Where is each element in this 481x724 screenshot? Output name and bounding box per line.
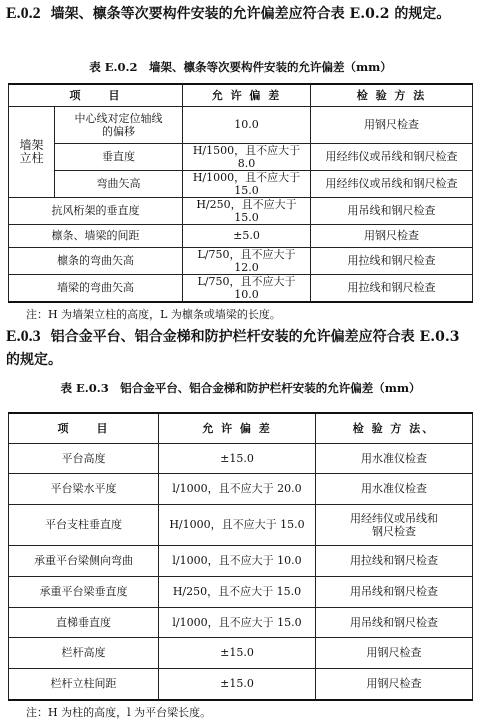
cell-item: 檩条、墙梁的间距 [9,224,183,247]
table-row [9,607,473,637]
table-e03-caption: 表 E.0.3 铝合金平台、铝合金梯和防护栏杆安装的允许偏差（mm） [60,381,421,395]
cell-method: 用钢尺检查 [316,637,473,668]
cell-item: 直梯垂直度 [9,607,159,637]
table-e03-note: 注：H 为柱的高度，l 为平台梁长度。 [26,706,212,719]
table-row [9,170,473,197]
cell-item: 弯曲矢高 [55,170,183,197]
cell-method: 用经纬仪或吊线和钢尺检查 [311,143,473,170]
cell-method: 用经纬仪或吊线和钢尺检查 [311,170,473,197]
section-e02-paragraph [6,2,476,26]
cell-tolerance: l/1000，且不应大于 15.0 [159,607,316,637]
table-e02-header-item: 项 目 [9,84,183,106]
cell-tolerance: 10.0 [183,106,311,143]
cell-method: 用钢尺检查 [311,224,473,247]
table-e02-note: 注：H 为墙架立柱的高度，L 为檩条或墙梁的长度。 [26,308,281,321]
table-e03-header-method: 检 验 方 法、 [316,413,473,443]
cell-tolerance: H/1500，且不应大于 8.0 [183,143,311,170]
cell-item: 栏杆立柱间距 [9,668,159,700]
table-row [9,545,473,576]
cell-item: 抗风桁架的垂直度 [9,197,183,224]
cell-method: 用吊线和钢尺检查 [316,576,473,607]
table-e02-header-tolerance: 允 许 偏 差 [183,84,311,106]
group-label-wall-column: 墙架立柱 [9,106,55,197]
cell-method: 用钢尺检查 [311,106,473,143]
table-e02-header-row [9,84,473,106]
table-e03-header-row [9,413,473,443]
table-row [9,443,473,473]
cell-tolerance: l/1000，且不应大于 20.0 [159,473,316,504]
cell-item: 平台高度 [9,443,159,473]
cell-method: 用吊线和钢尺检查 [311,197,473,224]
cell-tolerance: ±15.0 [159,443,316,473]
cell-method: 用水准仪检查 [316,473,473,504]
table-row [9,106,473,143]
cell-method: 用钢尺检查 [316,668,473,700]
table-row [9,247,473,274]
section-e03-number: E.0.3 [6,328,41,345]
cell-tolerance: H/1000，且不应大于 15.0 [183,170,311,197]
cell-method: 用拉线和钢尺检查 [316,545,473,576]
cell-item: 平台梁水平度 [9,473,159,504]
cell-item: 栏杆高度 [9,637,159,668]
cell-item: 中心线对定位轴线的偏移 [55,106,183,143]
cell-tolerance: ±15.0 [159,637,316,668]
cell-item: 平台支柱垂直度 [9,504,159,545]
cell-tolerance: H/250，且不应大于 15.0 [183,197,311,224]
cell-tolerance: ±15.0 [159,668,316,700]
table-row [9,504,473,545]
table-row [9,224,473,247]
table-e03-header-item: 项 目 [9,413,159,443]
cell-tolerance: L/750，且不应大于 10.0 [183,274,311,302]
table-e02-header-method: 检 验 方 法 [311,84,473,106]
section-e02-text: 墙架、檩条等次要构件安装的允许偏差应符合表 E.0.2 的规定。 [50,6,451,22]
table-row [9,576,473,607]
cell-tolerance: L/750，且不应大于 12.0 [183,247,311,274]
table-e03-header-tolerance: 允 许 偏 差 [159,413,316,443]
cell-item: 墙梁的弯曲矢高 [9,274,183,302]
cell-method: 用水准仪检查 [316,443,473,473]
table-row [9,637,473,668]
cell-item: 檩条的弯曲矢高 [9,247,183,274]
cell-method: 用拉线和钢尺检查 [311,247,473,274]
table-e02 [8,83,473,303]
cell-method: 用吊线和钢尺检查 [316,607,473,637]
table-row [9,197,473,224]
cell-tolerance: ±5.0 [183,224,311,247]
cell-item: 承重平台梁侧向弯曲 [9,545,159,576]
cell-tolerance: H/250，且不应大于 15.0 [159,576,316,607]
table-row [9,143,473,170]
cell-item: 承重平台梁垂直度 [9,576,159,607]
cell-method: 用拉线和钢尺检查 [311,274,473,302]
table-row [9,274,473,302]
table-row [9,473,473,504]
cell-item: 垂直度 [55,143,183,170]
cell-tolerance: H/1000，且不应大于 15.0 [159,504,316,545]
cell-method: 用经纬仪或吊线和钢尺检查 [316,504,473,545]
section-e03-paragraph [6,325,476,372]
table-row [9,668,473,700]
table-e03 [8,412,473,701]
cell-tolerance: l/1000，且不应大于 10.0 [159,545,316,576]
table-e02-caption: 表 E.0.2 墙架、檩条等次要构件安装的允许偏差（mm） [89,60,392,74]
section-e03-text: 铝合金平台、铝合金梯和防护栏杆安装的允许偏差应符合表 E.0.3 的规定。 [6,329,460,368]
section-e02-number: E.0.2 [6,5,41,22]
